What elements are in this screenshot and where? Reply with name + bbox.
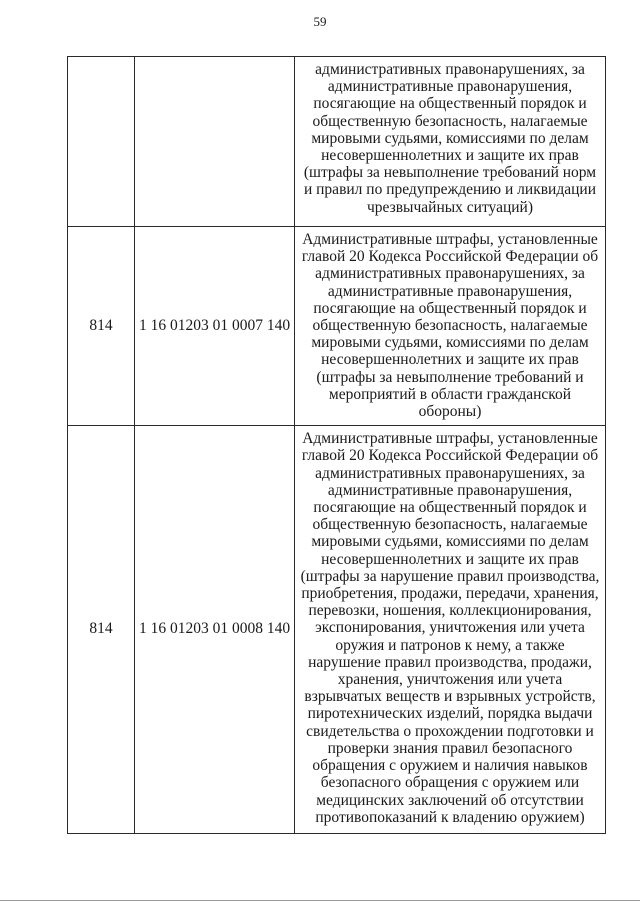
admin-code-cell bbox=[68, 57, 135, 227]
table-row bbox=[68, 57, 606, 227]
table-row bbox=[68, 426, 606, 834]
admin-code-cell: 814 bbox=[68, 426, 135, 834]
page-bottom-divider bbox=[0, 900, 640, 901]
table-row bbox=[68, 227, 606, 426]
admin-code-cell: 814 bbox=[68, 227, 135, 426]
description-cell: Административные штрафы, установленные главой 20 Кодекса Российской Федерации об административных правонарушениях, за административные правонарушения, посягающие на общественный порядок и общественную безопасность, налагаемые мировыми судьями, комиссиями по делам несовершеннолетних и защите их прав (штрафы за невыполнение требований и мероприятий в области гражданской обороны) bbox=[295, 227, 606, 426]
description-cell: административных правонарушениях, за административные правонарушения, посягающие на общественный порядок и общественную безопасность, налагаемые мировыми судьями, комиссиями по делам несовершеннолетних и защите их прав (штрафы за невыполнение требований норм и правил по предупреждению и ликвидации чрезвычайных ситуаций) bbox=[295, 57, 606, 227]
fines-table bbox=[67, 56, 606, 834]
kbk-code-cell: 1 16 01203 01 0008 140 bbox=[135, 426, 295, 834]
kbk-code-cell bbox=[135, 57, 295, 227]
kbk-code-cell: 1 16 01203 01 0007 140 bbox=[135, 227, 295, 426]
description-cell: Административные штрафы, установленные главой 20 Кодекса Российской Федерации об административных правонарушениях, за административные правонарушения, посягающие на общественный порядок и общественную безопасность, налагаемые мировыми судьями, комиссиями по делам несовершеннолетних и защите их прав (штрафы за нарушение правил производства, приобретения, продажи, передачи, хранения, перевозки, ношения, коллекционирования, экспонирования, уничтожения или учета оружия и патронов к нему, а также нарушение правил производства, продажи, хранения, уничтожения или учета взрывчатых веществ и взрывных устройств, пиротехнических изделий, порядка выдачи свидетельства о прохождении подготовки и проверки знания правил безопасного обращения с оружием и наличия навыков безопасного обращения с оружием или медицинских заключений об отсутствии противопоказаний к владению оружием) bbox=[295, 426, 606, 834]
page-number: 59 bbox=[313, 14, 327, 29]
